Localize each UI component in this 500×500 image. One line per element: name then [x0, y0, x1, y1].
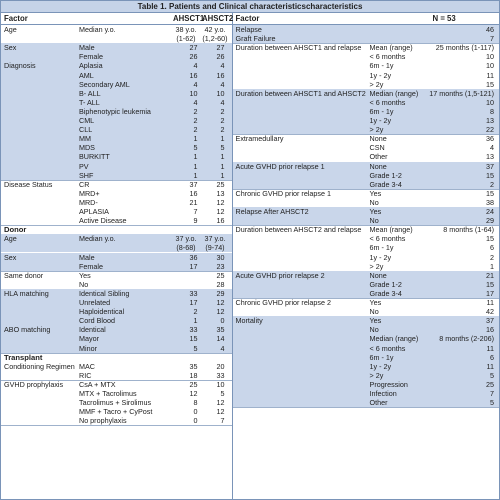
row-separator: [1, 225, 232, 226]
value-ahsct1: 4: [193, 97, 198, 107]
value: 7: [490, 389, 494, 398]
section-label: Sex: [4, 43, 17, 53]
row-label: MDS: [79, 143, 95, 153]
value-ahsct1-range: (1-62): [176, 34, 196, 44]
row-label: APLASIA: [79, 207, 109, 216]
value: 11: [486, 343, 494, 353]
value-ahsct1: 9: [193, 216, 198, 226]
value-ahsct2: 4: [220, 343, 225, 353]
value-ahsct1: 1: [193, 316, 198, 326]
row-label: Grade 3-4: [369, 288, 402, 298]
value-ahsct2: 1: [220, 134, 225, 144]
value: 17 months (1,5-121): [429, 88, 494, 98]
row-label: Aplasia: [79, 61, 103, 71]
row-label: < 6 months: [369, 234, 406, 244]
value-ahsct1: 21: [189, 197, 198, 207]
group-heading: Transplant: [4, 352, 43, 362]
value-ahsct1: 2: [193, 106, 198, 116]
row-label: No: [79, 279, 89, 289]
section-label: Age: [4, 25, 17, 34]
value-ahsct2: 25: [216, 179, 225, 189]
section-label: Acute GVHD prior relapse 1: [235, 161, 325, 171]
row-label: Yes: [369, 188, 382, 198]
row-label: < 6 months: [369, 52, 406, 62]
value: 15: [486, 79, 494, 89]
value: 2: [490, 252, 494, 262]
value-ahsct2: 4: [220, 97, 225, 107]
value: 4: [490, 143, 494, 153]
section-label: Duration between AHSCT2 and relapse: [235, 225, 362, 235]
value-ahsct2: 4: [220, 61, 225, 71]
section-label: Acute GVHD prior relapse 2: [235, 270, 325, 280]
row-label: CsA + MTX: [79, 379, 116, 389]
row-label: Graft Failure: [235, 34, 276, 44]
row-label: 1y - 2y: [369, 116, 392, 125]
value-ahsct1: 0: [193, 416, 198, 426]
section-label: HLA matching: [4, 288, 49, 298]
header-n: N = 53: [432, 14, 456, 23]
value-ahsct2: 0: [220, 316, 225, 326]
row-label: Infection: [369, 389, 397, 398]
value-ahsct1: 26: [189, 52, 198, 62]
value: 36: [486, 134, 494, 144]
value-ahsct1: 33: [189, 288, 198, 298]
row-label: Yes: [369, 316, 382, 326]
section-label: Duration between AHSCT1 and relapse: [235, 43, 362, 53]
row-label: 1y - 2y: [369, 70, 392, 80]
value-ahsct2: 1: [220, 161, 225, 171]
row-label: 1y - 2y: [369, 252, 392, 262]
row-label: None: [369, 270, 387, 280]
right-column: [233, 13, 499, 500]
value: 46: [486, 25, 494, 34]
value: 5: [490, 398, 494, 408]
value: 5: [490, 370, 494, 380]
group-heading: Donor: [4, 225, 27, 235]
value-ahsct2: 1: [220, 152, 225, 162]
value-ahsct1: 0: [193, 407, 198, 417]
row-label: Median y.o.: [79, 25, 116, 34]
row-label: Grade 1-2: [369, 279, 402, 289]
value-ahsct2: 13: [216, 188, 225, 198]
row-label: No prophylaxis: [79, 416, 127, 426]
value-ahsct2: 30: [216, 252, 225, 262]
value-ahsct1: 37 y.o.: [175, 234, 197, 244]
row-label: < 6 months: [369, 97, 406, 107]
value-ahsct2: 25: [216, 270, 225, 280]
value-ahsct2: 2: [220, 106, 225, 116]
value-ahsct2: 7: [220, 416, 225, 426]
row-label: No: [369, 197, 379, 207]
value-ahsct2-range: (1,2-60): [202, 34, 228, 44]
value: 6: [490, 243, 494, 253]
row-label: Biphenotypic leukemia: [79, 106, 151, 116]
header-factor: Factor: [4, 14, 28, 23]
row-label: BURKITT: [79, 152, 110, 162]
row-label: Median y.o.: [79, 234, 116, 244]
row-label: Mayor: [79, 334, 99, 344]
value-ahsct2: 12: [216, 307, 225, 317]
value: 16: [486, 325, 494, 335]
row-label: No: [369, 307, 379, 317]
row-separator: [233, 407, 499, 408]
section-label: Mortality: [235, 316, 263, 326]
value-ahsct1: 2: [193, 125, 198, 135]
value-ahsct1: 27: [189, 43, 198, 53]
value: 8 months (2-206): [439, 334, 494, 344]
row-label: Median (range): [369, 334, 419, 344]
row-label: > 2y: [369, 125, 384, 135]
value-ahsct1: 2: [193, 307, 198, 317]
value-ahsct2: 14: [216, 334, 225, 344]
value-ahsct2: 12: [216, 398, 225, 408]
section-label: Disease Status: [4, 179, 53, 189]
value-ahsct1: 1: [193, 161, 198, 171]
row-label: MM: [79, 134, 91, 144]
value: 2: [490, 179, 494, 189]
value-ahsct1: 18: [189, 370, 198, 380]
value: 1: [490, 261, 494, 271]
row-label: Unrelated: [79, 298, 111, 307]
row-label: CR: [79, 179, 90, 189]
value-ahsct1: 25: [189, 379, 198, 389]
value-ahsct1: 5: [193, 143, 198, 153]
section-label: Chronic GVHD prior relapse 2: [235, 298, 332, 307]
value-ahsct1: 10: [189, 88, 198, 98]
value-ahsct1: 37: [189, 179, 198, 189]
row-label: Identical Sibling: [79, 288, 130, 298]
value: 13: [486, 116, 494, 125]
value: 15: [486, 234, 494, 244]
row-label: Female: [79, 52, 103, 62]
value: 29: [486, 216, 494, 226]
value-ahsct1: 1: [193, 152, 198, 162]
value-ahsct2-range: (9-74): [205, 243, 225, 253]
row-label: Tacrolimus + Sirolimus: [79, 398, 152, 408]
value-ahsct1: 4: [193, 61, 198, 71]
row-label: Yes: [79, 270, 91, 280]
value-ahsct2: 33: [216, 370, 225, 380]
value-ahsct1: 7: [193, 207, 198, 216]
row-label: Relapse: [235, 25, 262, 34]
row-label: None: [369, 161, 387, 171]
value-ahsct1: 15: [189, 334, 198, 344]
row-label: Identical: [79, 325, 106, 335]
value-ahsct1: 16: [189, 70, 198, 80]
value: 15: [486, 170, 494, 180]
row-label: Mean (range): [369, 43, 413, 53]
section-label: Conditioning Regimen: [4, 361, 75, 371]
row-label: No: [369, 216, 379, 226]
section-label: Same donor: [4, 270, 44, 280]
row-label: 6m - 1y: [369, 61, 394, 71]
value-ahsct2: 37 y.o.: [204, 234, 226, 244]
row-label: Progression: [369, 379, 408, 389]
value-ahsct2: 4: [220, 79, 225, 89]
value-ahsct1: 1: [193, 170, 198, 180]
row-label: > 2y: [369, 370, 384, 380]
row-band: [233, 316, 499, 407]
row-label: < 6 months: [369, 343, 406, 353]
row-label: Male: [79, 43, 95, 53]
value-ahsct1: 17: [189, 261, 198, 271]
row-label: Cord Blood: [79, 316, 115, 326]
row-label: CSN: [369, 143, 385, 153]
value-ahsct1: 35: [189, 361, 198, 371]
section-label: Sex: [4, 252, 17, 262]
value-ahsct1: 33: [189, 325, 198, 335]
section-label: Relapse After AHSCT2: [235, 207, 309, 216]
value: 8: [490, 106, 494, 116]
row-label: Mean (range): [369, 225, 413, 235]
row-label: Yes: [369, 207, 382, 216]
value: 11: [486, 70, 494, 80]
row-label: 1y - 2y: [369, 361, 392, 371]
row-label: Secondary AML: [79, 79, 130, 89]
row-label: No: [369, 325, 379, 335]
row-label: B- ALL: [79, 88, 101, 98]
row-label: T- ALL: [79, 97, 100, 107]
row-label: MRD+: [79, 188, 100, 198]
value-ahsct1: 2: [193, 116, 198, 125]
value-ahsct2: 12: [216, 207, 225, 216]
value: 17: [486, 288, 494, 298]
value-ahsct1: 36: [189, 252, 198, 262]
value-ahsct2: 5: [220, 143, 225, 153]
value-ahsct2: 1: [220, 170, 225, 180]
row-label: Grade 1-2: [369, 170, 402, 180]
value-ahsct1-range: (8-68): [176, 243, 196, 253]
value-ahsct2: 23: [216, 261, 225, 271]
table-title: Table 1. Patients and Clinical characteristicscharacteristics: [1, 1, 499, 13]
value-ahsct1: 1: [193, 134, 198, 144]
value-ahsct1: 17: [189, 298, 198, 307]
left-column: [1, 13, 233, 500]
value: 10: [486, 52, 494, 62]
value: 6: [490, 352, 494, 362]
row-label: 6m - 1y: [369, 243, 394, 253]
value-ahsct2: 28: [216, 279, 225, 289]
row-label: MTX + Tacrolimus: [79, 389, 137, 398]
value-ahsct2: 35: [216, 325, 225, 335]
value-ahsct1: 12: [189, 389, 198, 398]
row-label: MAC: [79, 361, 95, 371]
value: 11: [486, 361, 494, 371]
row-label: > 2y: [369, 79, 384, 89]
value: 24: [486, 207, 494, 216]
section-label: ABO matching: [4, 325, 51, 335]
value-ahsct2: 2: [220, 116, 225, 125]
section-label: Diagnosis: [4, 61, 36, 71]
value-ahsct2: 12: [216, 197, 225, 207]
row-label: Female: [79, 261, 103, 271]
row-label: Yes: [369, 298, 382, 307]
header-ahsct1: AHSCT1: [173, 14, 205, 23]
value-ahsct2: 5: [220, 389, 225, 398]
row-label: Active Disease: [79, 216, 127, 226]
value: 15: [486, 279, 494, 289]
row-label: > 2y: [369, 261, 384, 271]
value-ahsct2: 16: [216, 70, 225, 80]
value-ahsct2: 16: [216, 216, 225, 226]
value-ahsct1: 5: [193, 343, 198, 353]
row-label: CLL: [79, 125, 93, 135]
value-ahsct2: 27: [216, 43, 225, 53]
value: 42: [486, 307, 494, 317]
row-label: Other: [369, 152, 388, 162]
row-label: Grade 3-4: [369, 179, 402, 189]
row-label: RIC: [79, 370, 92, 380]
value: 7: [490, 34, 494, 44]
row-label: 6m - 1y: [369, 106, 394, 116]
value: 37: [486, 161, 494, 171]
value: 11: [486, 298, 494, 307]
value-ahsct1: 38 y.o.: [175, 25, 197, 34]
row-label: None: [369, 134, 387, 144]
value: 25 months (1-117): [435, 43, 494, 53]
row-label: Median (range): [369, 88, 419, 98]
row-separator: [1, 425, 232, 426]
value-ahsct2: 12: [216, 298, 225, 307]
header-ahsct2: AHSCT2: [202, 14, 234, 23]
value: 21: [486, 270, 494, 280]
value: 15: [486, 188, 494, 198]
value: 10: [486, 97, 494, 107]
section-label: Extramedullary: [235, 134, 284, 144]
value-ahsct1: 4: [193, 79, 198, 89]
value-ahsct2: 10: [216, 379, 225, 389]
value-ahsct2: 2: [220, 125, 225, 135]
right-header: [233, 13, 499, 25]
value-ahsct2: 20: [216, 361, 225, 371]
row-label: CML: [79, 116, 95, 125]
row-label: Male: [79, 252, 95, 262]
value: 25: [486, 379, 494, 389]
value-ahsct2: 10: [216, 88, 225, 98]
value: 8 months (1-64): [443, 225, 494, 235]
section-label: Age: [4, 234, 17, 244]
value-ahsct2: 26: [216, 52, 225, 62]
value-ahsct2: 42 y.o.: [204, 25, 226, 34]
row-label: AML: [79, 70, 94, 80]
row-label: Haploidentical: [79, 307, 125, 317]
value: 10: [486, 61, 494, 71]
value: 13: [486, 152, 494, 162]
row-label: 6m - 1y: [369, 352, 394, 362]
value-ahsct1: 16: [189, 188, 198, 198]
section-label: GVHD prophylaxis: [4, 379, 64, 389]
value: 38: [486, 197, 494, 207]
row-label: Other: [369, 398, 388, 408]
value-ahsct2: 12: [216, 407, 225, 417]
row-label: MMF + Tacro + CyPost: [79, 407, 153, 417]
value-ahsct1: 8: [193, 398, 198, 408]
row-label: Minor: [79, 343, 97, 353]
left-header: [1, 13, 232, 25]
value: 22: [486, 125, 494, 135]
header-factor-right: Factor: [235, 14, 260, 23]
row-label: MRD-: [79, 197, 98, 207]
section-label: Duration between AHSCT1 and AHSCT2: [235, 88, 366, 98]
section-label: Chronic GVHD prior relapse 1: [235, 188, 332, 198]
value: 37: [486, 316, 494, 326]
value-ahsct2: 29: [216, 288, 225, 298]
row-label: SHF: [79, 170, 94, 180]
row-label: PV: [79, 161, 89, 171]
